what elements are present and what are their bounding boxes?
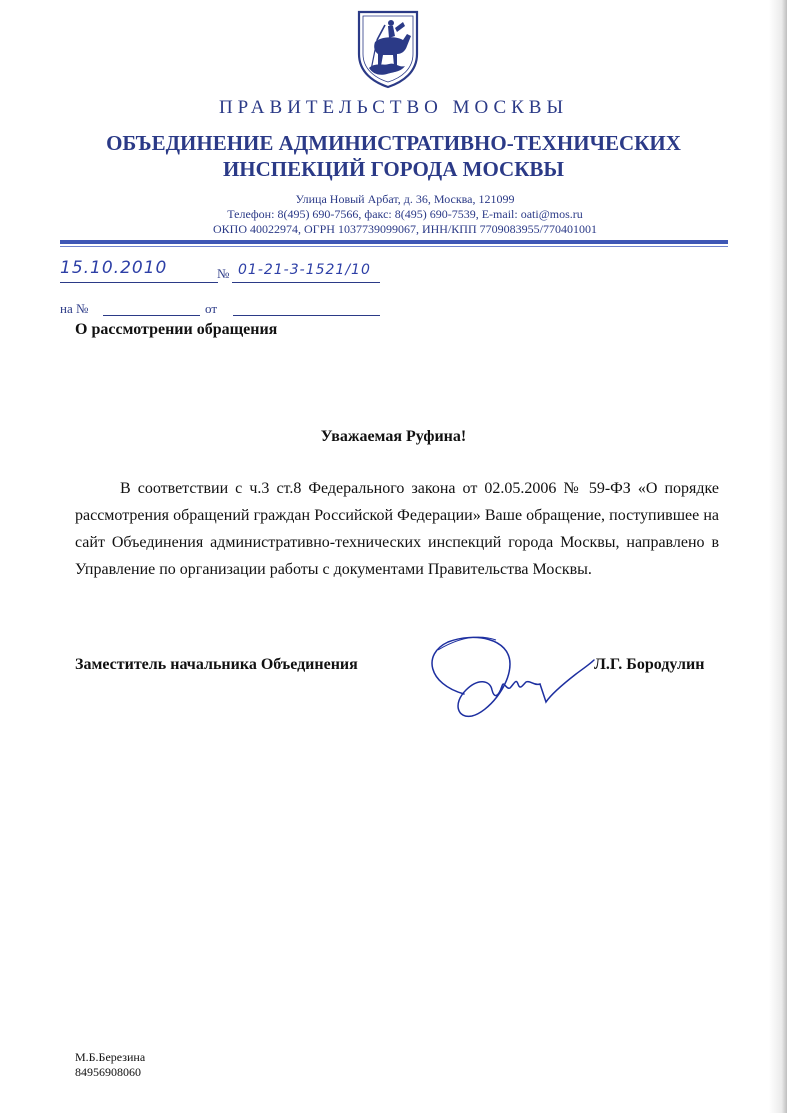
registration-number-label: № <box>217 266 230 281</box>
registration-number-line <box>232 282 380 283</box>
header-divider-thin <box>60 246 728 247</box>
handwritten-signature <box>418 624 608 724</box>
letter-body: В соответствии с ч.3 ст.8 Федерального закона от 02.05.2006 № 59-ФЗ «О порядке рассмотрения обращений граждан Российской Федерации» Ваше обращение, поступившее на сайт Объединения административно-технических инспекций города Москвы, направлено в Управление по организации работы с документами Правительства Москвы. <box>75 480 719 578</box>
scan-edge-shadow <box>769 0 787 1113</box>
executor-block <box>75 1050 145 1080</box>
organization-name-line-2: ИНСПЕКЦИЙ ГОРОДА МОСКВЫ <box>222 157 565 181</box>
letter-subject: О рассмотрении обращения <box>75 321 278 338</box>
reference-date-line <box>233 315 380 316</box>
registration-number: 01-21-3-1521/10 <box>238 262 371 278</box>
signer-title: Заместитель начальника Объединения <box>75 656 358 673</box>
executor-phone: 84956908060 <box>75 1065 141 1079</box>
reference-number-line <box>103 315 200 316</box>
phones: Телефон: 8(495) 690-7566, факс: 8(495) 690-7539, E-mail: oati@mos.ru <box>227 207 583 221</box>
registration-date-line <box>60 282 218 283</box>
registration-date: 15.10.2010 <box>60 258 168 278</box>
address: Улица Новый Арбат, д. 36, Москва, 121099 <box>295 192 515 206</box>
registry-codes: ОКПО 40022974, ОГРН 1037739099067, ИНН/КПП 7709083955/770401001 <box>213 222 597 236</box>
header-divider <box>60 240 728 244</box>
reference-number-label: на № <box>60 301 89 316</box>
organization-name-line-1: ОБЪЕДИНЕНИЕ АДМИНИСТРАТИВНО-ТЕХНИЧЕСКИХ <box>106 131 681 155</box>
government-title: ПРАВИТЕЛЬСТВО МОСКВЫ <box>218 97 569 118</box>
signer-name: Л.Г. Бородулин <box>594 656 705 673</box>
moscow-coat-of-arms-icon <box>355 8 421 90</box>
organization-name <box>60 130 727 182</box>
executor-name: М.Б.Березина <box>75 1050 146 1064</box>
reference-date-label: от <box>205 301 218 316</box>
contact-block <box>140 192 670 237</box>
letter-greeting: Уважаемая Руфина! <box>320 428 467 445</box>
